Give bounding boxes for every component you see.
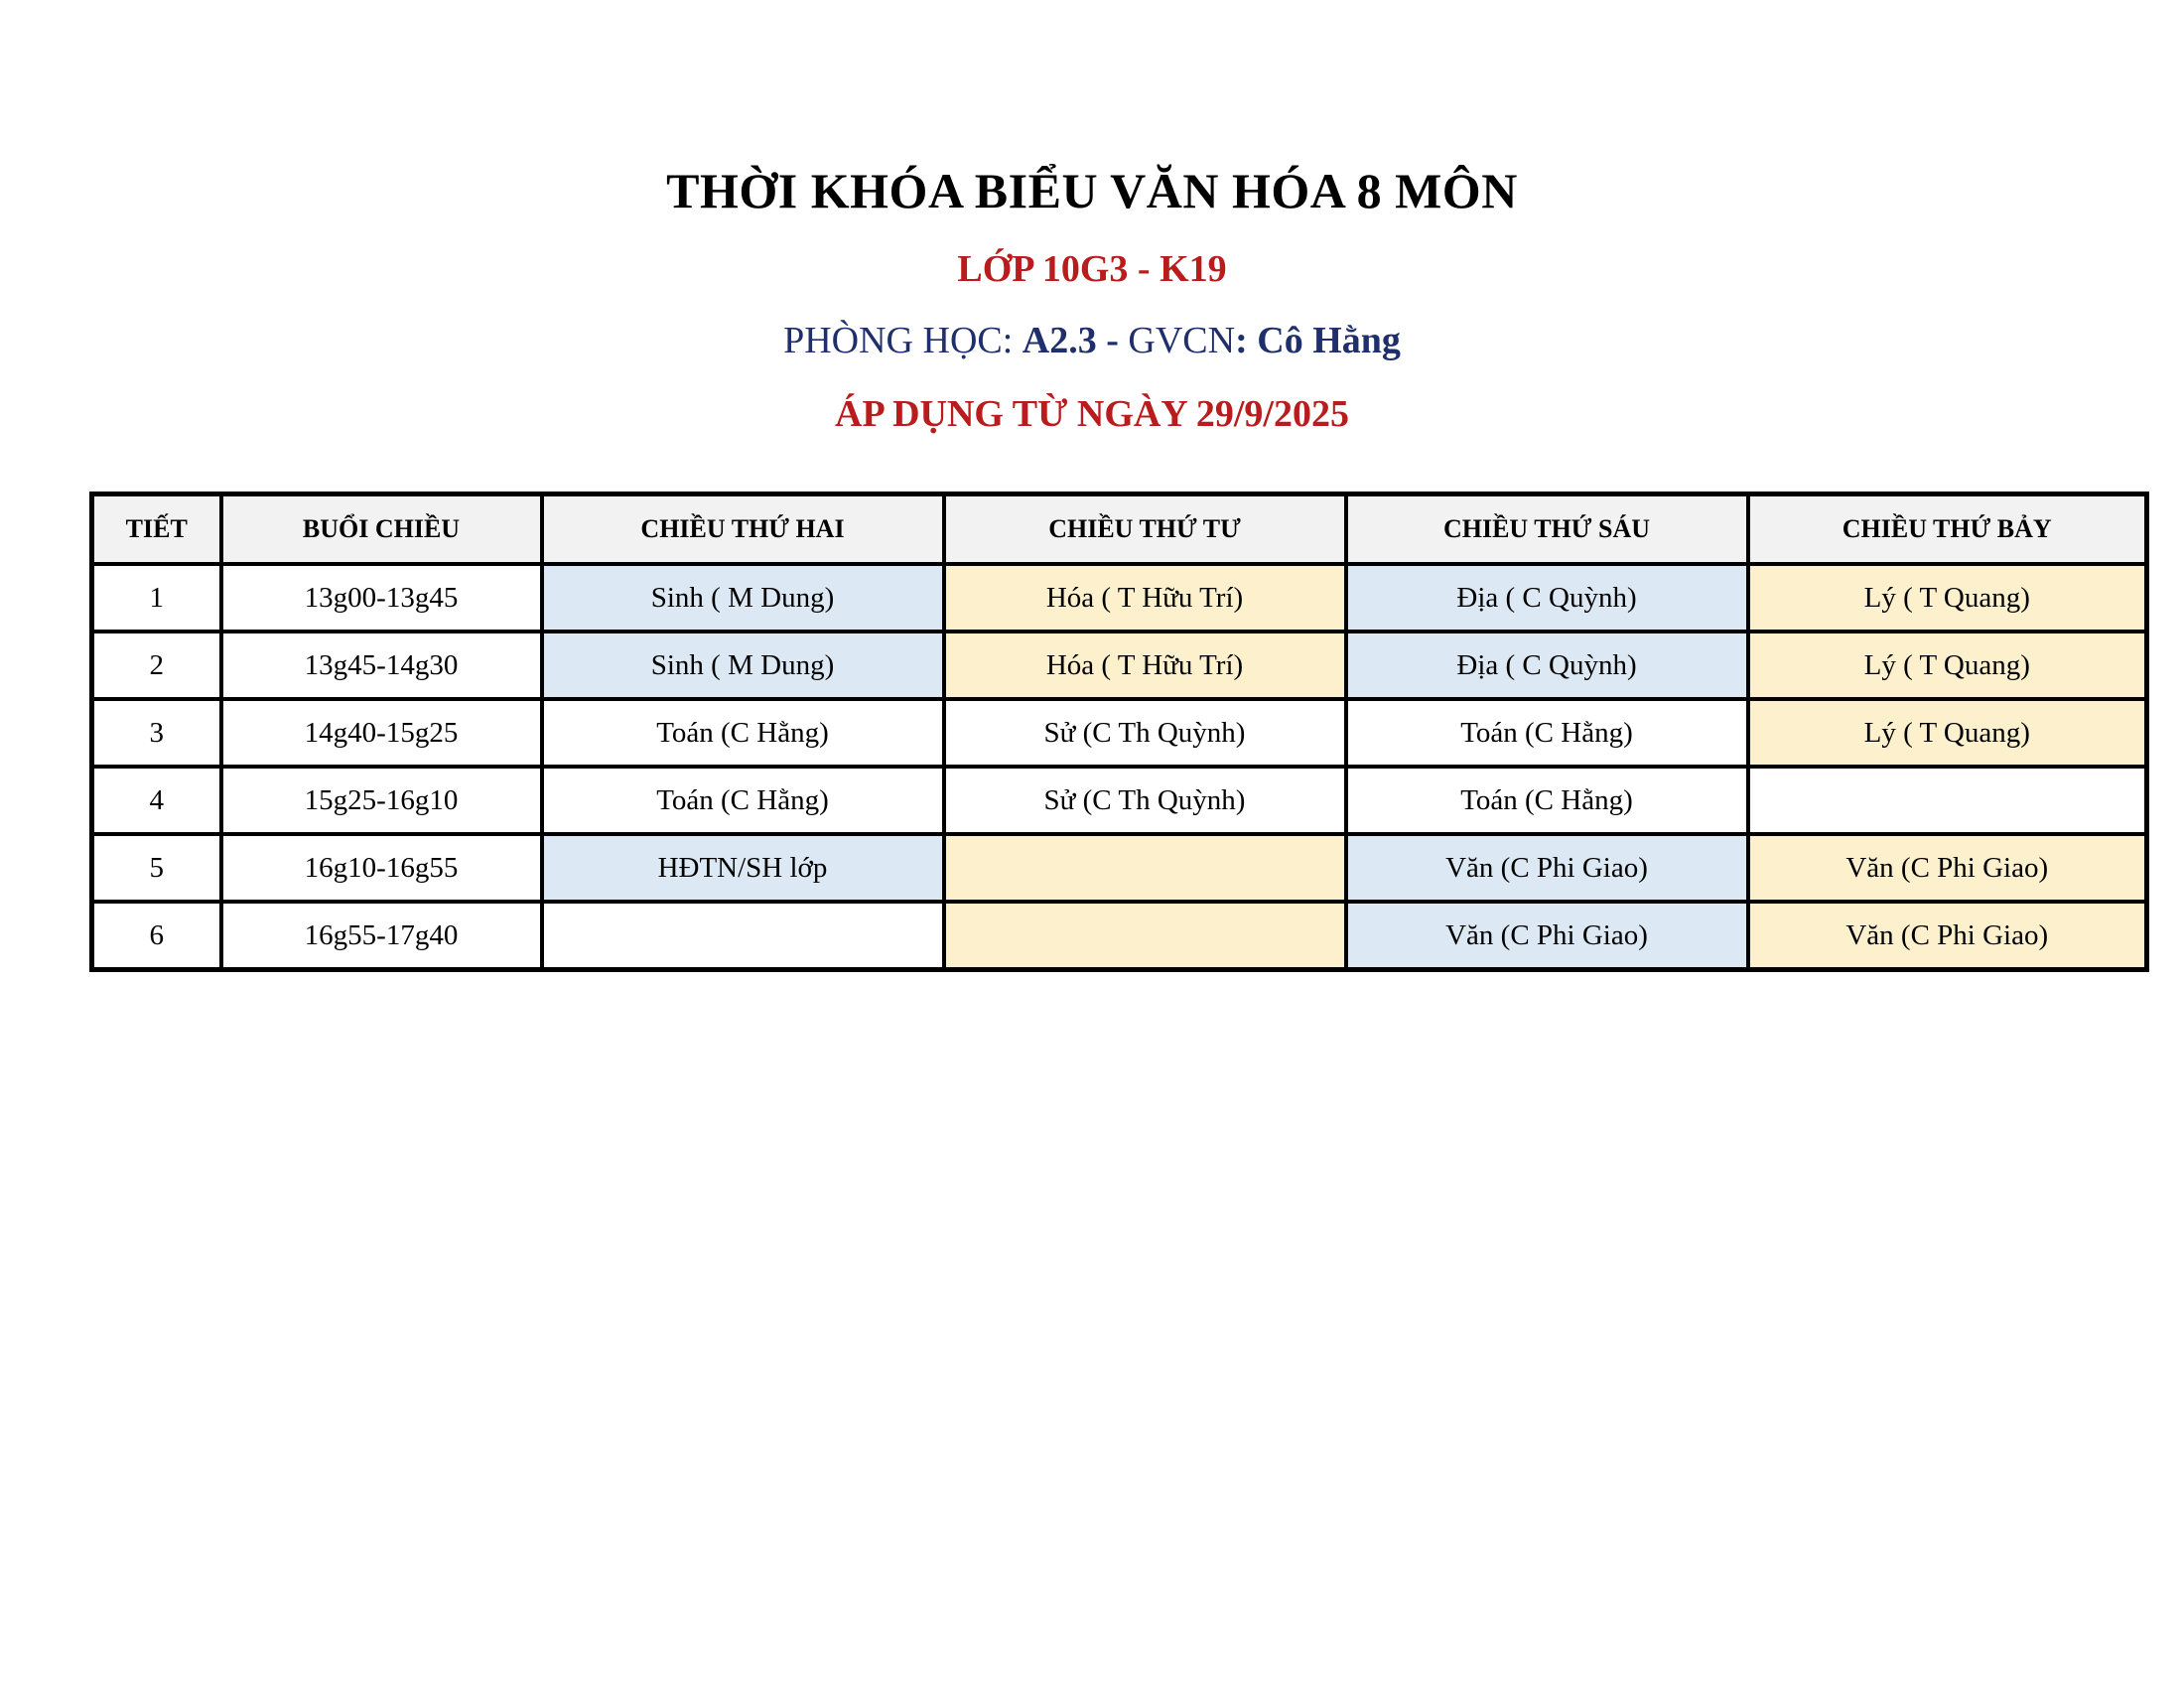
period-cell: 6 (92, 902, 221, 970)
saturday-cell: Lý ( T Quang) (1748, 632, 2147, 699)
period-cell: 1 (92, 564, 221, 632)
time-cell: 16g55-17g40 (221, 902, 542, 970)
period-cell: 5 (92, 834, 221, 902)
table-row (92, 767, 2147, 834)
time-cell: 16g10-16g55 (221, 834, 542, 902)
friday-cell: Văn (C Phi Giao) (1346, 902, 1748, 970)
time-cell: 15g25-16g10 (221, 767, 542, 834)
monday-cell: HĐTN/SH lớp (542, 834, 944, 902)
saturday-cell: Lý ( T Quang) (1748, 699, 2147, 767)
friday-cell: Toán (C Hằng) (1346, 699, 1748, 767)
time-cell: 13g00-13g45 (221, 564, 542, 632)
saturday-cell: Lý ( T Quang) (1748, 564, 2147, 632)
monday-cell: Sinh ( M Dung) (542, 564, 944, 632)
table-row (92, 902, 2147, 970)
period-cell: 4 (92, 767, 221, 834)
time-cell: 13g45-14g30 (221, 632, 542, 699)
time-cell: 14g40-15g25 (221, 699, 542, 767)
header-monday: CHIỀU THỨ HAI (542, 494, 944, 565)
wednesday-cell (944, 902, 1346, 970)
saturday-cell: Văn (C Phi Giao) (1748, 834, 2147, 902)
header-period: TIẾT (92, 494, 221, 565)
table-row (92, 699, 2147, 767)
room-line (0, 318, 2184, 363)
monday-cell (542, 902, 944, 970)
wednesday-cell: Hóa ( T Hữu Trí) (944, 564, 1346, 632)
room-value: A2.3 - (1022, 320, 1129, 361)
saturday-cell (1748, 767, 2147, 834)
monday-cell: Toán (C Hằng) (542, 699, 944, 767)
wednesday-cell: Hóa ( T Hữu Trí) (944, 632, 1346, 699)
friday-cell: Địa ( C Quỳnh) (1346, 632, 1748, 699)
monday-cell: Sinh ( M Dung) (542, 632, 944, 699)
header-wednesday: CHIỀU THỨ TƯ (944, 494, 1346, 565)
room-label: PHÒNG HỌC: (783, 320, 1023, 361)
page-title: THỜI KHÓA BIỂU VĂN HÓA 8 MÔN (666, 163, 1518, 218)
friday-cell: Địa ( C Quỳnh) (1346, 564, 1748, 632)
saturday-cell: Văn (C Phi Giao) (1748, 902, 2147, 970)
period-cell: 2 (92, 632, 221, 699)
class-line: LỚP 10G3 - K19 (957, 248, 1227, 290)
table-row (92, 632, 2147, 699)
friday-cell: Toán (C Hằng) (1346, 767, 1748, 834)
period-cell: 3 (92, 699, 221, 767)
header-friday: CHIỀU THỨ SÁU (1346, 494, 1748, 565)
table-header-row (92, 494, 2147, 565)
effective-date: ÁP DỤNG TỪ NGÀY 29/9/2025 (835, 393, 1349, 435)
table-row (92, 834, 2147, 902)
monday-cell: Toán (C Hằng) (542, 767, 944, 834)
gvcn-label: GVCN (1128, 320, 1236, 361)
wednesday-cell: Sử (C Th Quỳnh) (944, 767, 1346, 834)
header-saturday: CHIỀU THỨ BẢY (1748, 494, 2147, 565)
friday-cell: Văn (C Phi Giao) (1346, 834, 1748, 902)
wednesday-cell: Sử (C Th Quỳnh) (944, 699, 1346, 767)
wednesday-cell (944, 834, 1346, 902)
timetable (89, 492, 2149, 972)
table-row (92, 564, 2147, 632)
homeroom-teacher: : Cô Hằng (1235, 320, 1401, 361)
header-time: BUỔI CHIỀU (221, 494, 542, 565)
